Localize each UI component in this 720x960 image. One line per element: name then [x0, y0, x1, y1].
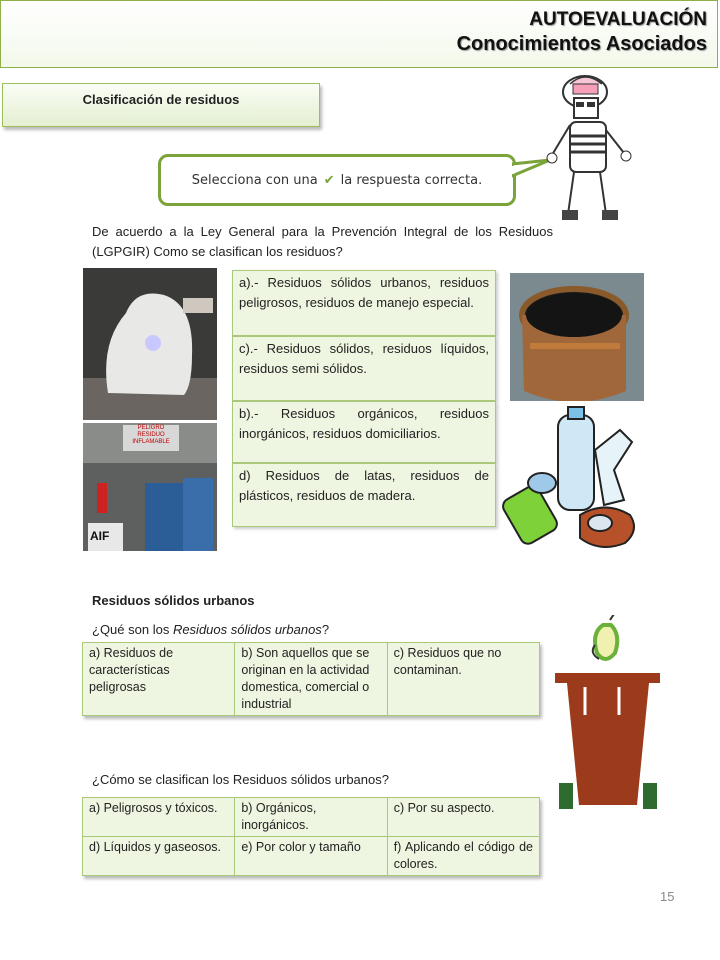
- option-3d[interactable]: d) Líquidos y gaseosos.: [83, 837, 235, 876]
- instruction-text-before: Selecciona con una: [191, 172, 318, 188]
- question-2-italic: Residuos sólidos urbanos: [172, 622, 322, 637]
- option-3b[interactable]: b) Orgánicos, inorgánicos.: [235, 798, 387, 837]
- trash-bin-illustration: [555, 615, 665, 815]
- question-2-before: ¿Qué son los: [92, 622, 173, 637]
- drum-label: AIF: [90, 529, 110, 543]
- option-2c[interactable]: c) Residuos que no contaminan.: [387, 643, 539, 716]
- sign-line-2: RESIDUO: [137, 432, 165, 438]
- option-a[interactable]: a).- Residuos sólidos urbanos, residuos peligrosos, residuos de manejo especial.: [232, 270, 496, 336]
- question-2-after: ?: [321, 622, 330, 637]
- table-row: [83, 643, 540, 716]
- sack-photo: [83, 268, 217, 420]
- header-title: AUTOEVALUACIÓN: [529, 9, 707, 30]
- page-header: [0, 0, 718, 68]
- section-2-title: Residuos sólidos urbanos: [92, 593, 255, 608]
- option-2a[interactable]: a) Residuos de características peligrosas: [83, 643, 235, 716]
- bottles-cans-illustration: [500, 405, 650, 550]
- worker-cartoon-illustration: [540, 70, 650, 235]
- question-3: ¿Cómo se clasifican los Residuos sólidos urbanos?: [92, 772, 389, 787]
- option-b[interactable]: b).- Residuos orgánicos, residuos inorgánicos, residuos domiciliarios.: [232, 401, 496, 463]
- header-subtitle: Conocimientos Asociados: [456, 33, 707, 55]
- question-1: De acuerdo a la Ley General para la Prevención Integral de los Residuos (LGPGIR) Como se clasifican los residuos?: [92, 224, 553, 259]
- rusty-barrel-photo: [510, 273, 644, 401]
- option-d[interactable]: d) Residuos de latas, residuos de plásticos, residuos de madera.: [232, 463, 496, 527]
- hazardous-drums-photo: [83, 423, 217, 551]
- sign-line-3: INFLAMABLE: [132, 439, 170, 445]
- sign-line-1: PELIGRO: [137, 425, 165, 431]
- question-2: [92, 622, 329, 637]
- option-3c[interactable]: c) Por su aspecto.: [387, 798, 539, 837]
- instruction-bubble: [158, 154, 516, 206]
- checkmark-icon: ✔: [323, 172, 335, 188]
- option-c[interactable]: c).- Residuos sólidos, residuos líquidos, residuos semi sólidos.: [232, 336, 496, 401]
- option-3a[interactable]: a) Peligrosos y tóxicos.: [83, 798, 235, 837]
- option-3f[interactable]: f) Aplicando el código de colores.: [387, 837, 539, 876]
- options-table-3: [82, 797, 540, 876]
- page-number: 15: [660, 889, 675, 904]
- options-table-2: [82, 642, 540, 716]
- table-row: [83, 798, 540, 837]
- instruction-text-after: la respuesta correcta.: [340, 172, 483, 188]
- option-2b[interactable]: b) Son aquellos que se originan en la actividad domestica, comercial o industrial: [235, 643, 387, 716]
- table-row: [83, 837, 540, 876]
- section-title: Clasificación de residuos: [2, 83, 320, 127]
- option-3e[interactable]: e) Por color y tamaño: [235, 837, 387, 876]
